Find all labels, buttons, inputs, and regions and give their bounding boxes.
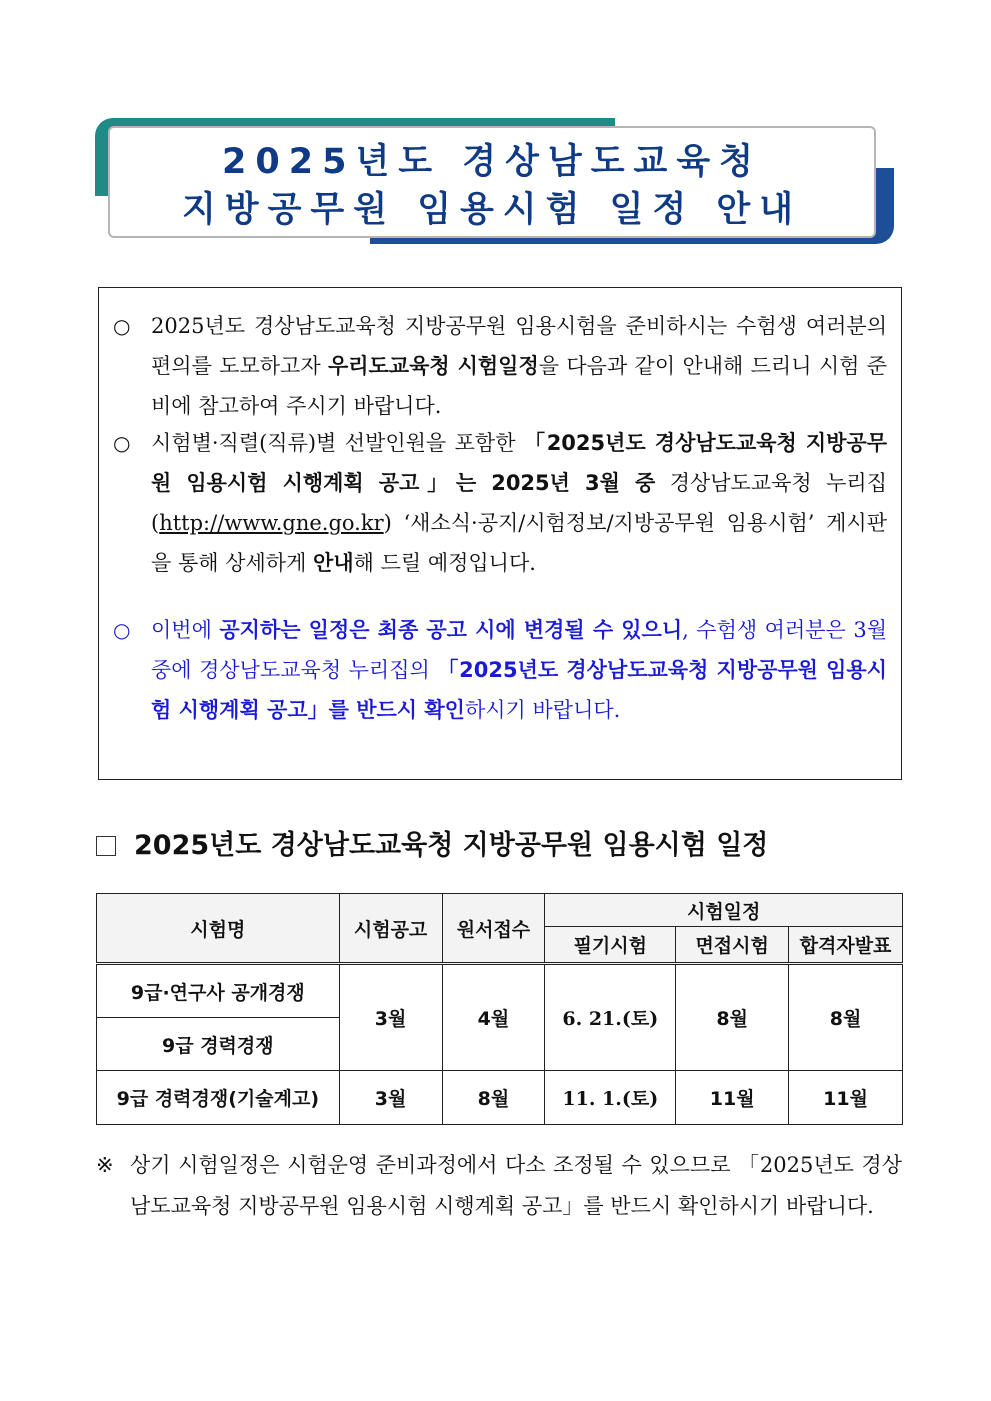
title-line-1: 2025년도 경상남도교육청 bbox=[222, 142, 762, 182]
header-interview: 면접시험 bbox=[676, 927, 789, 964]
header-application: 원서접수 bbox=[442, 894, 545, 964]
header-announce: 시험공고 bbox=[339, 894, 442, 964]
website-link[interactable]: http://www.gne.go.kr bbox=[159, 511, 384, 535]
circle-bullet-icon: ○ bbox=[113, 618, 131, 642]
application-cell: 4월 bbox=[442, 964, 545, 1071]
schedule-table bbox=[96, 893, 903, 1125]
exam-name-cell: 9급 경력경쟁 bbox=[97, 1018, 340, 1071]
title-line-2: 지방공무원 임용시험 일정 안내 bbox=[181, 190, 803, 230]
section-heading bbox=[96, 826, 916, 866]
announce-cell: 3월 bbox=[339, 964, 442, 1071]
table-row bbox=[97, 1071, 903, 1125]
announce-cell: 3월 bbox=[339, 1071, 442, 1125]
written-date-cell: 6. 21.(토) bbox=[545, 964, 676, 1071]
exam-name-cell: 9급·연구사 공개경쟁 bbox=[97, 964, 340, 1018]
notice-item-2 bbox=[113, 423, 887, 583]
notice-item-3 bbox=[113, 610, 887, 730]
interview-cell: 8월 bbox=[676, 964, 789, 1071]
result-cell: 8월 bbox=[789, 964, 903, 1071]
circle-bullet-icon: ○ bbox=[113, 431, 131, 455]
notice-item-1 bbox=[113, 306, 887, 426]
written-date-cell: 11. 1.(토) bbox=[545, 1071, 676, 1125]
notice-item-3-text: 이번에 공지하는 일정은 최종 공고 시에 변경될 수 있으니, 수험생 여러분은 3월 중에 경상남도교육청 누리집의 「2025년도 경상남도교육청 지방공무원 임용시험 시행계획 공고」를 반드시 확인하시기 바랍니다. bbox=[151, 618, 887, 722]
header-result: 합격자발표 bbox=[789, 927, 903, 964]
footnote-text: 상기 시험일정은 시험운영 준비과정에서 다소 조정될 수 있으므로 「2025년도 경상남도교육청 지방공무원 임용시험 시행계획 공고」를 반드시 확인하시기 바랍니다. bbox=[130, 1153, 902, 1218]
title-banner bbox=[108, 126, 876, 238]
application-cell: 8월 bbox=[442, 1071, 545, 1125]
header-written: 필기시험 bbox=[545, 927, 676, 964]
exam-name-cell: 9급 경력경쟁(기술계고) bbox=[97, 1071, 340, 1125]
header-schedule: 시험일정 bbox=[545, 894, 903, 927]
notice-box bbox=[98, 287, 902, 780]
reference-mark-icon: ※ bbox=[96, 1153, 114, 1177]
table-row bbox=[97, 964, 903, 1018]
header-exam-name: 시험명 bbox=[97, 894, 340, 964]
circle-bullet-icon: ○ bbox=[113, 314, 131, 338]
result-cell: 11월 bbox=[789, 1071, 903, 1125]
footnote bbox=[96, 1145, 902, 1227]
notice-item-1-text: 2025년도 경상남도교육청 지방공무원 임용시험을 준비하시는 수험생 여러분의 편의를 도모하고자 우리도교육청 시험일정을 다음과 같이 안내해 드리니 시험 준비에 참고하여 주시기 바랍니다. bbox=[151, 314, 888, 418]
notice-item-2-text: 시험별·직렬(직류)별 선발인원을 포함한 「2025년도 경상남도교육청 지방공무원 임용시험 시행계획 공고」는 2025년 3월 중 경상남도교육청 누리집(http://www.gne.go.kr) ‘새소식·공지/시험정보/지방공무원 임용시험’ 게시판을 통해 상세하게 안내해 드릴 예정입니다. bbox=[151, 431, 887, 575]
square-bullet-icon bbox=[96, 836, 116, 856]
section-title: 2025년도 경상남도교육청 지방공무원 임용시험 일정 bbox=[134, 830, 769, 861]
interview-cell: 11월 bbox=[676, 1071, 789, 1125]
